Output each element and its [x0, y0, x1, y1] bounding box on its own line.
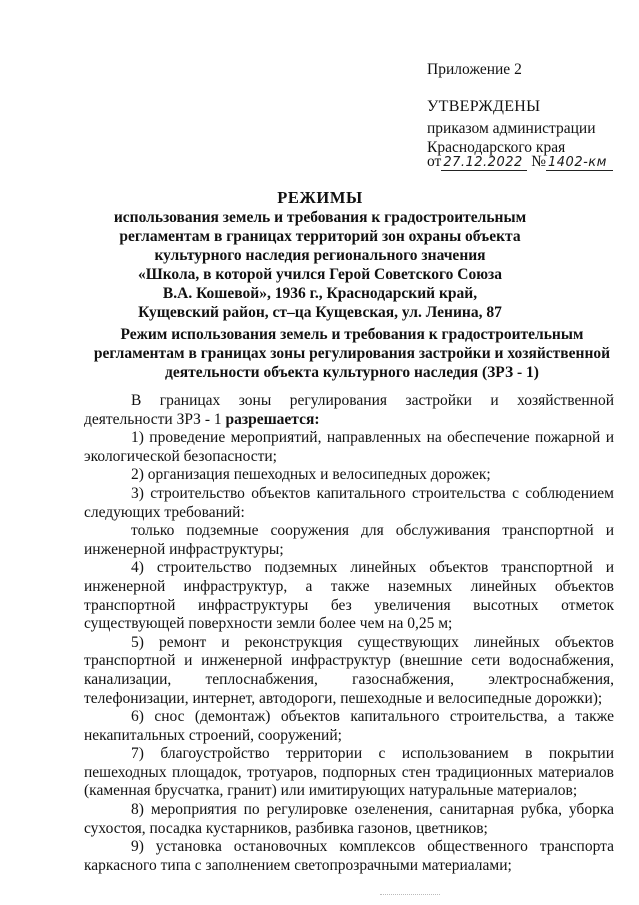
list-item: 3) строительство объектов капитального строительства с соблюдением следующих требований: — [84, 484, 614, 521]
document-title — [80, 188, 560, 322]
decree-text — [427, 119, 596, 157]
decree-line: приказом администрации — [427, 120, 596, 137]
title-line: культурного наследия регионального значения — [154, 247, 486, 264]
list-item: 4) строительство подземных линейных объектов транспортной и инженерной инфраструктур, а также наземных линейных объектов транспортной инфраструктуры без увеличения высотных отметок существующей поверхности земли более чем на 0,25 м; — [84, 559, 614, 633]
title-line: В.А. Кошевой», 1936 г., Краснодарский край, — [162, 285, 478, 302]
list-item: 6) снос (демонтаж) объектов капитального строительства, а также некапитальных строений, сооружений; — [84, 708, 614, 744]
list-item: только подземные сооружения для обслуживания транспортной и инженерной инфраструктуры; — [84, 522, 614, 558]
date-prefix: от — [427, 153, 442, 170]
number-prefix: № — [531, 153, 546, 170]
list-item: 2) организация пешеходных и велосипедных дорожек; — [131, 466, 491, 484]
list-item: 9) установка остановочных комплексов общественного транспорта каркасного типа с заполнением светопрозрачными материалами; — [84, 838, 614, 874]
title-line: регламентам в границах территорий зон охраны объекта — [119, 228, 521, 245]
title-line: использования земель и требования к градостроительным — [113, 209, 527, 226]
title-line: Кущевский район, ст–ца Кущевская, ул. Ленина, 87 — [138, 304, 502, 321]
section-line: регламентам в границах зоны регулирования застройки и хозяйственной — [93, 345, 611, 362]
section-line: деятельности объекта культурного наследия (ЗРЗ - 1) — [165, 364, 539, 381]
approved-label: УТВЕРЖДЕНЫ — [427, 98, 541, 115]
date-number-line — [427, 153, 613, 171]
appendix-label: Приложение 2 — [427, 61, 522, 78]
decree-line: Краснодарского края — [427, 139, 566, 156]
section-heading — [92, 325, 612, 382]
scan-artifact — [380, 894, 440, 895]
list-item: 5) ремонт и реконструкция существующих линейных объектов транспортной и инженерной инфраструктур (внешние сети водоснабжения, канализации, теплоснабжения, газоснабжения, электроснабжения, телефонизации, интернет, автодороги, пешеходные и велосипедные дорожки); — [84, 633, 614, 707]
intro-text: В границах зоны регулирования застройки и хозяйственной деятельности ЗРЗ - 1 — [84, 392, 614, 428]
intro-paragraph — [84, 392, 614, 429]
list-item: 8) мероприятия по регулировке озеленения, санитарная рубка, уборка сухостоя, посадка кустарников, разбивка газонов, цветников; — [84, 801, 614, 837]
title-line: «Школа, в которой учился Герой Советского Союза — [137, 266, 503, 283]
body-text — [84, 392, 614, 875]
handwritten-date: 27.12.2022 — [441, 155, 527, 171]
handwritten-number: 1402-км — [546, 155, 613, 171]
section-line: Режим использования земель и требования к градостроительным — [120, 326, 584, 343]
list-item: 1) проведение мероприятий, направленных на обеспечение пожарной и экологической безопасности; — [84, 429, 614, 465]
title-main: РЕЖИМЫ — [277, 188, 363, 207]
list-item: 7) благоустройство территории с использованием в покрытии пешеходных площадок, тротуаров, подпорных стен традиционных материалов (каменная брусчатка, гранит) или имитирующих натуральные материалов; — [84, 745, 614, 800]
intro-bold: разрешается: — [225, 410, 320, 428]
